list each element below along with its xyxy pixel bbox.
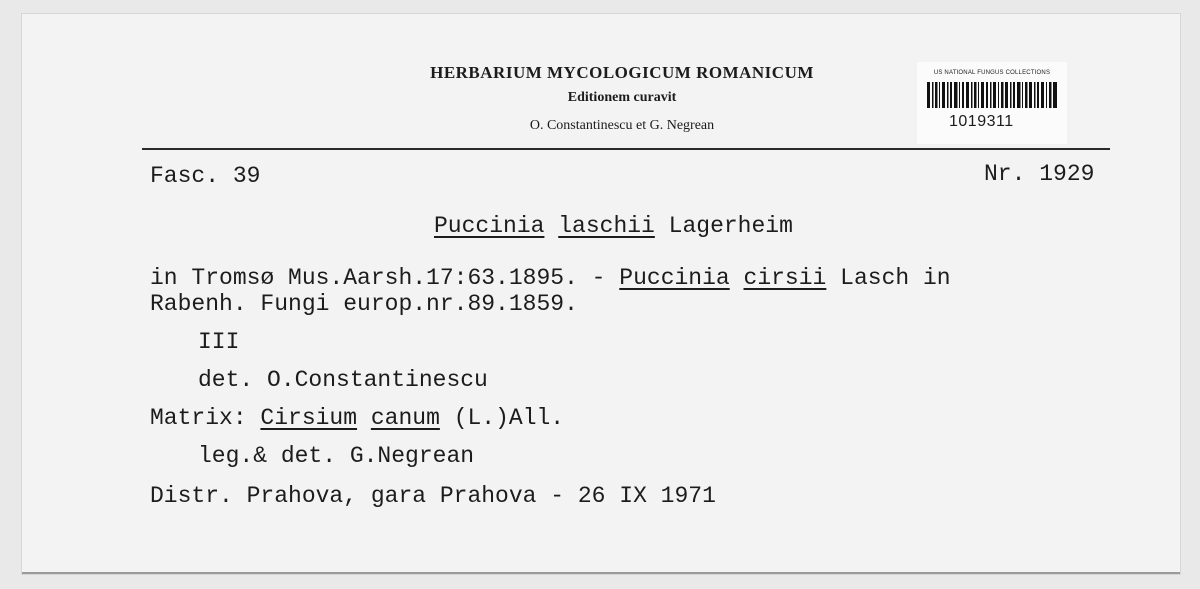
host-species: canum — [370, 405, 440, 431]
herbarium-title: HERBARIUM MYCOLOGICUM ROMANICUM — [430, 63, 814, 82]
taxon-name — [434, 212, 793, 240]
matrix-label: Matrix: — [150, 405, 261, 431]
label-header — [352, 62, 892, 137]
barcode-sticker — [917, 62, 1067, 144]
determiner: det. O.Constantinescu — [198, 367, 488, 393]
taxon-author: Lagerheim — [668, 213, 793, 239]
edition-line: Editionem curavit — [567, 90, 677, 105]
specimen-number: Nr. 1929 — [984, 161, 1095, 187]
matrix-line — [150, 404, 564, 432]
citation-start: in Tromsø Mus.Aarsh.17:63.1895. - — [150, 265, 620, 291]
barcode-icon — [927, 82, 1057, 108]
barcode-caption: US NATIONAL FUNGUS COLLECTIONS — [933, 70, 1051, 76]
host-author: (L.)All. — [453, 405, 565, 431]
taxon-genus: Puccinia — [434, 213, 545, 239]
spore-stage: III — [198, 329, 240, 355]
synonym-species: cirsii — [743, 265, 827, 291]
citation-line-1 — [150, 264, 951, 292]
synonym-genus: Puccinia — [619, 265, 730, 291]
catalog-number: 1019311 — [949, 113, 1014, 130]
taxon-species: laschii — [558, 213, 655, 239]
editors-line: O. Constantinescu et G. Negrean — [529, 118, 715, 133]
citation-end: Lasch in — [840, 265, 951, 291]
citation-line-2: Rabenh. Fungi europ.nr.89.1859. — [150, 291, 578, 317]
collector: leg.& det. G.Negrean — [198, 443, 475, 469]
host-genus: Cirsium — [260, 405, 358, 431]
specimen-label — [22, 14, 1180, 574]
header-divider — [142, 148, 1110, 150]
card-edge — [22, 572, 1180, 574]
locality: Distr. Prahova, gara Prahova - 26 IX 1971 — [150, 483, 716, 509]
fascicle-number: Fasc. 39 — [150, 163, 261, 189]
